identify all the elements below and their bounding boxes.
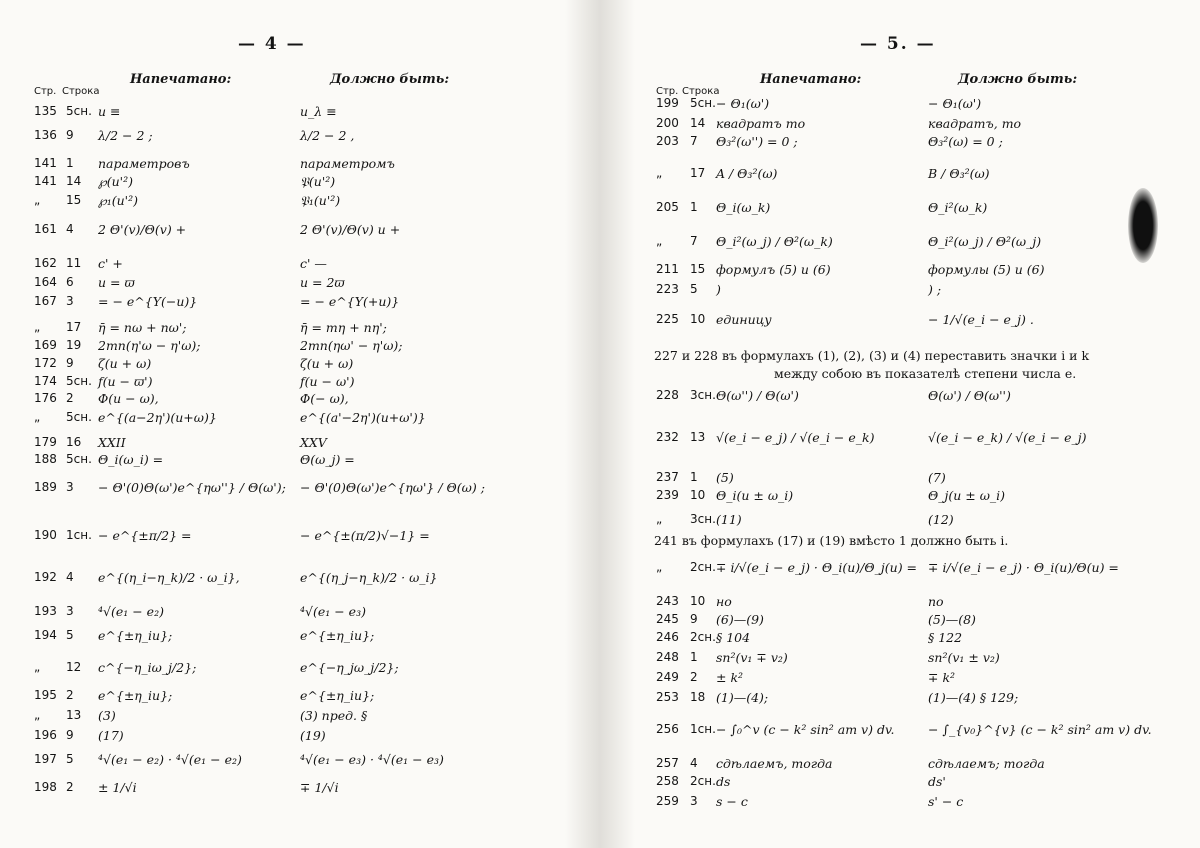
page-ref: 223	[656, 282, 679, 296]
printed-text: параметровъ	[98, 156, 190, 171]
header-should-be: Должно быть:	[330, 72, 450, 87]
correct-text: Θ_i²(ω_j) / Θ²(ω_j)	[928, 234, 1042, 249]
correct-text: сдѣлаемъ; тогда	[928, 756, 1045, 771]
printed-text: − Θ'(0)Θ(ω')e^{ηω''} / Θ(ω');	[98, 480, 286, 495]
note-227-line-2: между собою въ показателѣ степени числа e.	[774, 366, 1077, 381]
correct-text: η̄ = mη + nη';	[300, 320, 387, 335]
header-printed: Напечатано:	[130, 72, 232, 87]
correct-text: ⁴√(e₁ − e₃) · ⁴√(e₁ − e₃)	[300, 752, 444, 767]
printed-text: e^{±η_iu};	[98, 688, 173, 703]
correct-text: параметромъ	[300, 156, 395, 171]
page-ref: 205	[656, 200, 679, 214]
header-should-be: Должно быть:	[958, 72, 1078, 87]
line-ref: 11	[66, 256, 82, 270]
line-ref: 1	[690, 200, 698, 214]
page-ref: 189	[34, 480, 57, 494]
printed-text: (3)	[98, 708, 116, 723]
printed-text: = − e^{Y(−u)}	[98, 294, 198, 309]
correct-text: ζ(u + ω)	[300, 356, 354, 371]
printed-text: ℘(u'²)	[98, 174, 133, 189]
correct-text: e^{−η_jω_j/2};	[300, 660, 399, 675]
line-ref: 12	[66, 660, 82, 674]
correct-text: § 122	[928, 630, 963, 645]
correct-text: e^{(η_j−η_k)/2 · ω_i}	[300, 570, 438, 585]
page-ref: 253	[656, 690, 679, 704]
page-number: — 4 —	[238, 34, 306, 54]
page-ref: „	[34, 708, 41, 722]
page-ref: „	[656, 166, 663, 180]
correct-text: (3) пред. §	[300, 708, 368, 723]
correct-text: Θ_i²(ω_k)	[928, 200, 988, 215]
page-ref: 193	[34, 604, 57, 618]
correct-text: квадратъ, то	[928, 116, 1022, 131]
page-ref: 249	[656, 670, 679, 684]
line-ref: 1сн.	[690, 722, 716, 736]
line-ref: 1	[66, 156, 74, 170]
line-ref: 3сн.	[690, 388, 716, 402]
printed-text: (1)—(4);	[716, 690, 769, 705]
line-ref: 14	[690, 116, 706, 130]
line-ref: 2сн.	[690, 560, 716, 574]
line-ref: 3	[66, 604, 74, 618]
correct-text: ) ;	[928, 282, 942, 297]
line-ref: 18	[690, 690, 706, 704]
correct-text: (19)	[300, 728, 326, 743]
line-ref: 2	[690, 670, 698, 684]
correct-text: e^{(a'−2η')(u+ω')}	[300, 410, 426, 425]
header-printed: Напечатано:	[760, 72, 862, 87]
printed-text: Θ_i(ω_k)	[716, 200, 771, 215]
page-ref: 245	[656, 612, 679, 626]
correct-text: XXV	[300, 435, 327, 450]
page-ref: 237	[656, 470, 679, 484]
printed-text: u ≡	[98, 104, 121, 119]
line-ref: 5	[66, 752, 74, 766]
correct-text: 𝔓₁(u'²)	[300, 193, 341, 208]
right-page	[640, 0, 1200, 848]
page-ref: 197	[34, 752, 57, 766]
correct-text: Θ(ω_j) =	[300, 452, 355, 467]
printed-text: Θ(ω'') / Θ(ω')	[716, 388, 799, 403]
correct-text: (12)	[928, 512, 954, 527]
printed-text: сдѣлаемъ, тогда	[716, 756, 833, 771]
line-ref: 5сн.	[690, 96, 716, 110]
page-ref: 194	[34, 628, 57, 642]
line-ref: 5сн.	[66, 374, 92, 388]
correct-text: s' − c	[928, 794, 964, 809]
correct-text: формулы (5) и (6)	[928, 262, 1045, 277]
page-ref: „	[34, 410, 41, 424]
line-ref: 5сн.	[66, 104, 92, 118]
correct-text: ds'	[928, 774, 946, 789]
printed-text: e^{(η_i−η_k)/2 · ω_i},	[98, 570, 240, 585]
printed-text: (6)—(9)	[716, 612, 764, 627]
printed-text: − ∫₀^v (c − k² sin² am v) dv.	[716, 722, 895, 737]
printed-text: Φ(u − ω),	[98, 391, 159, 406]
printed-text: (17)	[98, 728, 124, 743]
printed-text: (11)	[716, 512, 742, 527]
page-ref: 141	[34, 174, 57, 188]
line-ref: 14	[66, 174, 82, 188]
page-ref: 232	[656, 430, 679, 444]
note-227-line-1: 227 и 228 въ формулахъ (1), (2), (3) и (4) переставить значки i и k	[654, 348, 1090, 363]
line-ref: 3	[66, 294, 74, 308]
line-ref: 17	[690, 166, 706, 180]
line-ref: 5	[690, 282, 698, 296]
page-ref: 161	[34, 222, 57, 236]
line-ref: 13	[66, 708, 82, 722]
printed-text: η̄ = nω + nω';	[98, 320, 187, 335]
correct-text: ∓ 1/√i	[300, 780, 339, 795]
page-ref: 188	[34, 452, 57, 466]
printed-text: 2mn(η'ω − η'ω);	[98, 338, 201, 353]
page-ref: 211	[656, 262, 679, 276]
correct-text: (1)—(4) § 129;	[928, 690, 1019, 705]
line-ref: 1	[690, 470, 698, 484]
page-ref: 256	[656, 722, 679, 736]
page-ref: 164	[34, 275, 57, 289]
correct-text: (5)—(8)	[928, 612, 976, 627]
printed-text: XXII	[98, 435, 126, 450]
line-ref: 2	[66, 688, 74, 702]
page-ref: 258	[656, 774, 679, 788]
correct-text: u_λ ≡	[300, 104, 337, 119]
printed-text: s − c	[716, 794, 748, 809]
printed-text: ± k²	[716, 670, 744, 685]
correct-text: e^{±η_iu};	[300, 628, 375, 643]
line-ref: 2сн.	[690, 774, 716, 788]
printed-text: u = ϖ	[98, 275, 135, 290]
correct-text: B / Θ₃²(ω)	[928, 166, 990, 181]
line-ref: 4	[66, 570, 74, 584]
line-ref: 3сн.	[690, 512, 716, 526]
line-ref: 9	[66, 356, 74, 370]
correct-text: = − e^{Y(+u)}	[300, 294, 400, 309]
page-ref: 179	[34, 435, 57, 449]
printed-text: A / Θ₃²(ω)	[716, 166, 778, 181]
printed-text: f(u − ϖ')	[98, 374, 153, 389]
column-page: Стр.	[656, 86, 679, 97]
page-ref: 199	[656, 96, 679, 110]
page-ref: 257	[656, 756, 679, 770]
line-ref: 10	[690, 312, 706, 326]
page-ref: 203	[656, 134, 679, 148]
line-ref: 1сн.	[66, 528, 92, 542]
printed-text: ℘₁(u'²)	[98, 193, 138, 208]
line-ref: 19	[66, 338, 82, 352]
line-ref: 7	[690, 134, 698, 148]
page-ref: 198	[34, 780, 57, 794]
printed-text: Θ_i²(ω_j) / Θ²(ω_k)	[716, 234, 833, 249]
correct-text: − e^{±(π/2)√−1} =	[300, 528, 430, 543]
page-ref: 192	[34, 570, 57, 584]
page-ref: 243	[656, 594, 679, 608]
line-ref: 15	[66, 193, 82, 207]
printed-text: формулъ (5) и (6)	[716, 262, 831, 277]
correct-text: √(e_i − e_k) / √(e_i − e_j)	[928, 430, 1087, 445]
line-ref: 17	[66, 320, 82, 334]
printed-text: единицу	[716, 312, 772, 327]
printed-text: c' +	[98, 256, 123, 271]
correct-text: e^{±η_iu};	[300, 688, 375, 703]
left-page	[0, 0, 580, 848]
page-ref: 225	[656, 312, 679, 326]
correct-text: 2 Θ'(v)/Θ(v) u +	[300, 222, 401, 237]
line-ref: 4	[66, 222, 74, 236]
note-241-text: 241 въ формулахъ (17) и (19) вмѣсто 1 должно быть i.	[654, 533, 1009, 548]
printed-text: − Θ₁(ω')	[716, 96, 770, 111]
page-ref: „	[656, 560, 663, 574]
printed-text: Θ₃²(ω'') = 0 ;	[716, 134, 798, 149]
line-ref: 9	[66, 128, 74, 142]
page-ref: 259	[656, 794, 679, 808]
line-ref: 2сн.	[690, 630, 716, 644]
correct-text: Θ(ω') / Θ(ω'')	[928, 388, 1011, 403]
line-ref: 3	[66, 480, 74, 494]
printed-text: c^{−η_iω_j/2};	[98, 660, 197, 675]
page-ref: „	[34, 320, 41, 334]
line-ref: 2	[66, 780, 74, 794]
correct-text: 2mn(ηω' − η'ω);	[300, 338, 403, 353]
page-ref: 239	[656, 488, 679, 502]
line-ref: 1	[690, 650, 698, 664]
printed-text: Θ_i(u ± ω_i)	[716, 488, 794, 503]
correct-text: λ/2 − 2 ,	[300, 128, 355, 143]
printed-text: Θ_i(ω_i) =	[98, 452, 164, 467]
line-ref: 15	[690, 262, 706, 276]
correct-text: c' —	[300, 256, 327, 271]
correct-text: по	[928, 594, 944, 609]
page-ref: 228	[656, 388, 679, 402]
printed-text: ds	[716, 774, 731, 789]
page-ref: „	[656, 234, 663, 248]
printed-text: ∓ i/√(e_i − e_j) · Θ_i(u)/Θ_j(u) =	[716, 560, 918, 575]
printed-text: ⁴√(e₁ − e₂) · ⁴√(e₁ − e₂)	[98, 752, 242, 767]
correct-text: ∓ k²	[928, 670, 956, 685]
line-ref: 7	[690, 234, 698, 248]
correct-text: − ∫_{v₀}^{v} (c − k² sin² am v) dv.	[928, 722, 1152, 737]
correct-text: sn²(v₁ ± v₂)	[928, 650, 1000, 665]
printed-text: )	[716, 282, 721, 297]
page-ref: 167	[34, 294, 57, 308]
correct-text: ∓ i/√(e_i − e_j) · Θ_i(u)/Θ(u) =	[928, 560, 1119, 575]
page-ref: 176	[34, 391, 57, 405]
printed-text: √(e_i − e_j) / √(e_i − e_k)	[716, 430, 875, 445]
page-ref: 162	[34, 256, 57, 270]
line-ref: 13	[690, 430, 706, 444]
page-ref: 174	[34, 374, 57, 388]
printed-text: ⁴√(e₁ − e₂)	[98, 604, 164, 619]
correct-text: − Θ'(0)Θ(ω')e^{ηω'} / Θ(ω) ;	[300, 480, 485, 495]
printed-text: 2 Θ'(v)/Θ(v) +	[98, 222, 187, 237]
page-number: — 5. —	[860, 34, 936, 54]
correct-text: (7)	[928, 470, 946, 485]
page-ref: 195	[34, 688, 57, 702]
printed-text: − e^{±π/2} =	[98, 528, 192, 543]
line-ref: 5сн.	[66, 452, 92, 466]
correct-text: f(u − ω')	[300, 374, 355, 389]
page-ref: 200	[656, 116, 679, 130]
column-line: Строка	[62, 86, 100, 97]
line-ref: 6	[66, 275, 74, 289]
page-ref: 196	[34, 728, 57, 742]
line-ref: 10	[690, 488, 706, 502]
line-ref: 9	[690, 612, 698, 626]
page-ref: 248	[656, 650, 679, 664]
column-line: Строка	[682, 86, 720, 97]
page-ref: 141	[34, 156, 57, 170]
printed-text: (5)	[716, 470, 734, 485]
column-page: Стр.	[34, 86, 57, 97]
correct-text: ⁴√(e₁ − e₃)	[300, 604, 366, 619]
page-ref: 135	[34, 104, 57, 118]
line-ref: 9	[66, 728, 74, 742]
correct-text: Θ₃²(ω) = 0 ;	[928, 134, 1003, 149]
correct-text: u = 2ϖ	[300, 275, 345, 290]
line-ref: 4	[690, 756, 698, 770]
page-ref: 246	[656, 630, 679, 644]
printed-text: sn²(v₁ ∓ v₂)	[716, 650, 788, 665]
line-ref: 5сн.	[66, 410, 92, 424]
printed-text: § 104	[716, 630, 751, 645]
page-ref: „	[656, 512, 663, 526]
line-ref: 2	[66, 391, 74, 405]
page-ref: 169	[34, 338, 57, 352]
correct-text: − 1/√(e_i − e_j) .	[928, 312, 1034, 327]
line-ref: 3	[690, 794, 698, 808]
correct-text: Θ_j(u ± ω_i)	[928, 488, 1006, 503]
printed-text: квадратъ то	[716, 116, 806, 131]
printed-text: λ/2 − 2 ;	[98, 128, 153, 143]
printed-text: e^{(a−2η')(u+ω)}	[98, 410, 217, 425]
page-ref: 190	[34, 528, 57, 542]
correct-text: Φ(− ω),	[300, 391, 349, 406]
printed-text: ± 1/√i	[98, 780, 137, 795]
correct-text: − Θ₁(ω')	[928, 96, 982, 111]
printed-text: но	[716, 594, 732, 609]
line-ref: 16	[66, 435, 82, 449]
printed-text: ζ(u + ω)	[98, 356, 152, 371]
page-ref: 136	[34, 128, 57, 142]
line-ref: 10	[690, 594, 706, 608]
page-ref: „	[34, 660, 41, 674]
line-ref: 5	[66, 628, 74, 642]
printed-text: e^{±η_iu};	[98, 628, 173, 643]
page-ref: „	[34, 193, 41, 207]
correct-text: 𝔓(u'²)	[300, 174, 336, 189]
page-ref: 172	[34, 356, 57, 370]
